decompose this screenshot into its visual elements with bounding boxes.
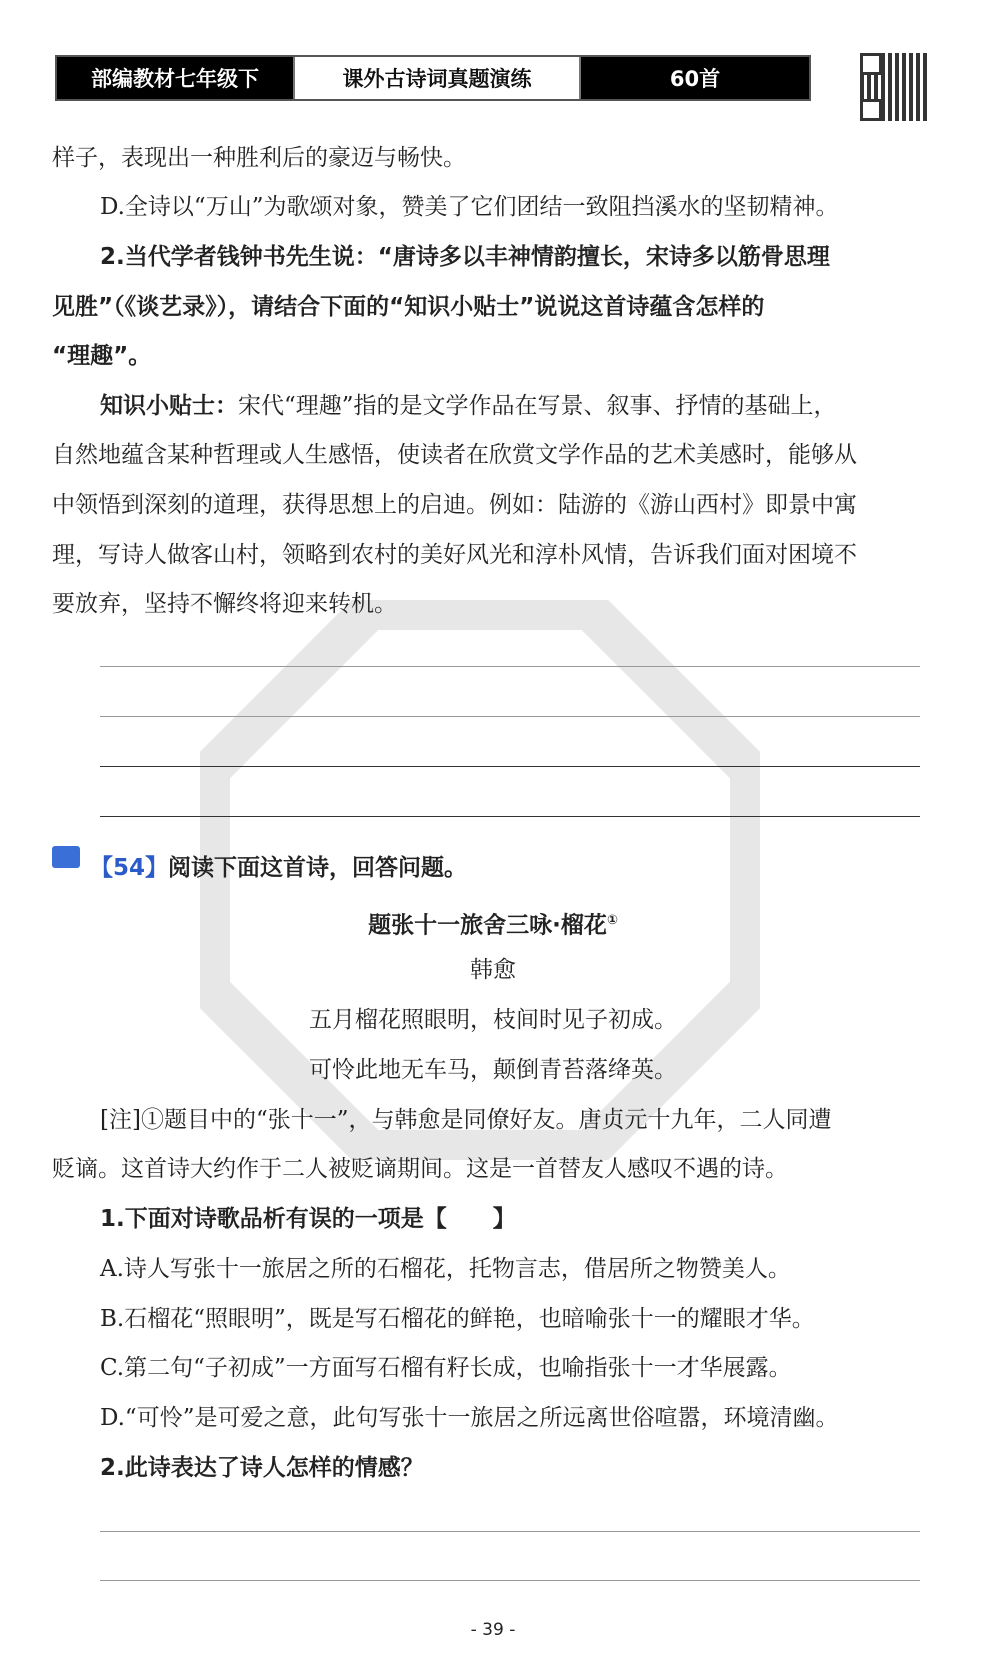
header-count: 60首 <box>581 57 809 99</box>
tip-label: 知识小贴士： <box>100 393 238 419</box>
note-mark: ① <box>606 913 618 928</box>
tip-line3: 中领悟到深刻的道理，获得思想上的启迪。例如：陆游的《游山西村》即景中寓 <box>52 492 857 518</box>
question-2-line3: “理趣”。 <box>52 343 152 369</box>
question-2-line2: 见胜”（《谈艺录》），请结合下面的“知识小贴士”说说这首诗蕴含怎样的 <box>52 294 765 320</box>
question-2-line1: 2.当代学者钱钟书先生说：“唐诗多以丰神情韵擅长，宋诗多以筋骨思理 <box>100 244 830 270</box>
tip-line1 <box>100 391 934 421</box>
question-1: 1.下面对诗歌品析有误的一项是【 】 <box>100 1206 516 1232</box>
answer-line <box>100 666 920 667</box>
page-number: - 39 - <box>470 1620 516 1640</box>
header-bar <box>55 55 811 101</box>
question-2: 2.此诗表达了诗人怎样的情感？ <box>100 1455 424 1481</box>
section-number: 【54】 <box>90 855 169 881</box>
bookmark-icon <box>52 846 80 868</box>
text-line: 样子，表现出一种胜利后的豪迈与畅快。 <box>52 145 466 171</box>
poem-title-text: 题张十一旅舍三咏·榴花 <box>368 912 607 939</box>
tip-line2: 自然地蕴含某种哲理或人生感悟，使读者在欣赏文学作品的艺术美感时，能够从 <box>52 442 857 468</box>
option-b: B.石榴花“照眼明”，既是写石榴花的鲜艳，也暗喻张十一的耀眼才华。 <box>100 1306 815 1332</box>
tip-line4: 理，写诗人做客山村，领略到农村的美好风光和淳朴风情，告诉我们面对困境不 <box>52 542 857 568</box>
section-intro: 阅读下面这首诗，回答问题。 <box>168 855 468 881</box>
qr-code-icon <box>860 53 928 121</box>
option-a: A.诗人写张十一旅居之所的石榴花，托物言志，借居所之物赞美人。 <box>100 1256 791 1282</box>
tip-line5: 要放弃，坚持不懈终将迎来转机。 <box>52 591 397 617</box>
poem-line: 可怜此地无车马，颠倒青苔落绛英。 <box>309 1057 677 1083</box>
option-d: D.全诗以“万山”为歌颂对象，赞美了它们团结一致阻挡溪水的坚韧精神。 <box>100 194 839 220</box>
option-d: D.“可怜”是可爱之意，此句写张十一旅居之所远离世俗喧嚣，环境清幽。 <box>100 1405 839 1431</box>
note-line2: 贬谪。这首诗大约作于二人被贬谪期间。这是一首替友人感叹不遇的诗。 <box>52 1156 788 1182</box>
tip-text: 宋代“理趣”指的是文学作品在写景、叙事、抒情的基础上， <box>238 393 837 419</box>
poem-author: 韩愈 <box>470 957 516 983</box>
answer-line <box>100 1580 920 1581</box>
answer-line <box>100 766 920 767</box>
header-title: 课外古诗词真题演练 <box>293 57 581 99</box>
poem-line: 五月榴花照眼明，枝间时见子初成。 <box>309 1007 677 1033</box>
header-grade: 部编教材七年级下 <box>57 57 293 99</box>
poem-title <box>0 906 986 941</box>
section-heading <box>90 853 972 883</box>
option-c: C.第二句“子初成”一方面写石榴有籽长成，也喻指张十一才华展露。 <box>100 1355 792 1381</box>
answer-line <box>100 816 920 817</box>
answer-line <box>100 716 920 717</box>
note-line1: [注]①题目中的“张十一”，与韩愈是同僚好友。唐贞元十九年，二人同遭 <box>100 1107 832 1133</box>
answer-line <box>100 1531 920 1532</box>
